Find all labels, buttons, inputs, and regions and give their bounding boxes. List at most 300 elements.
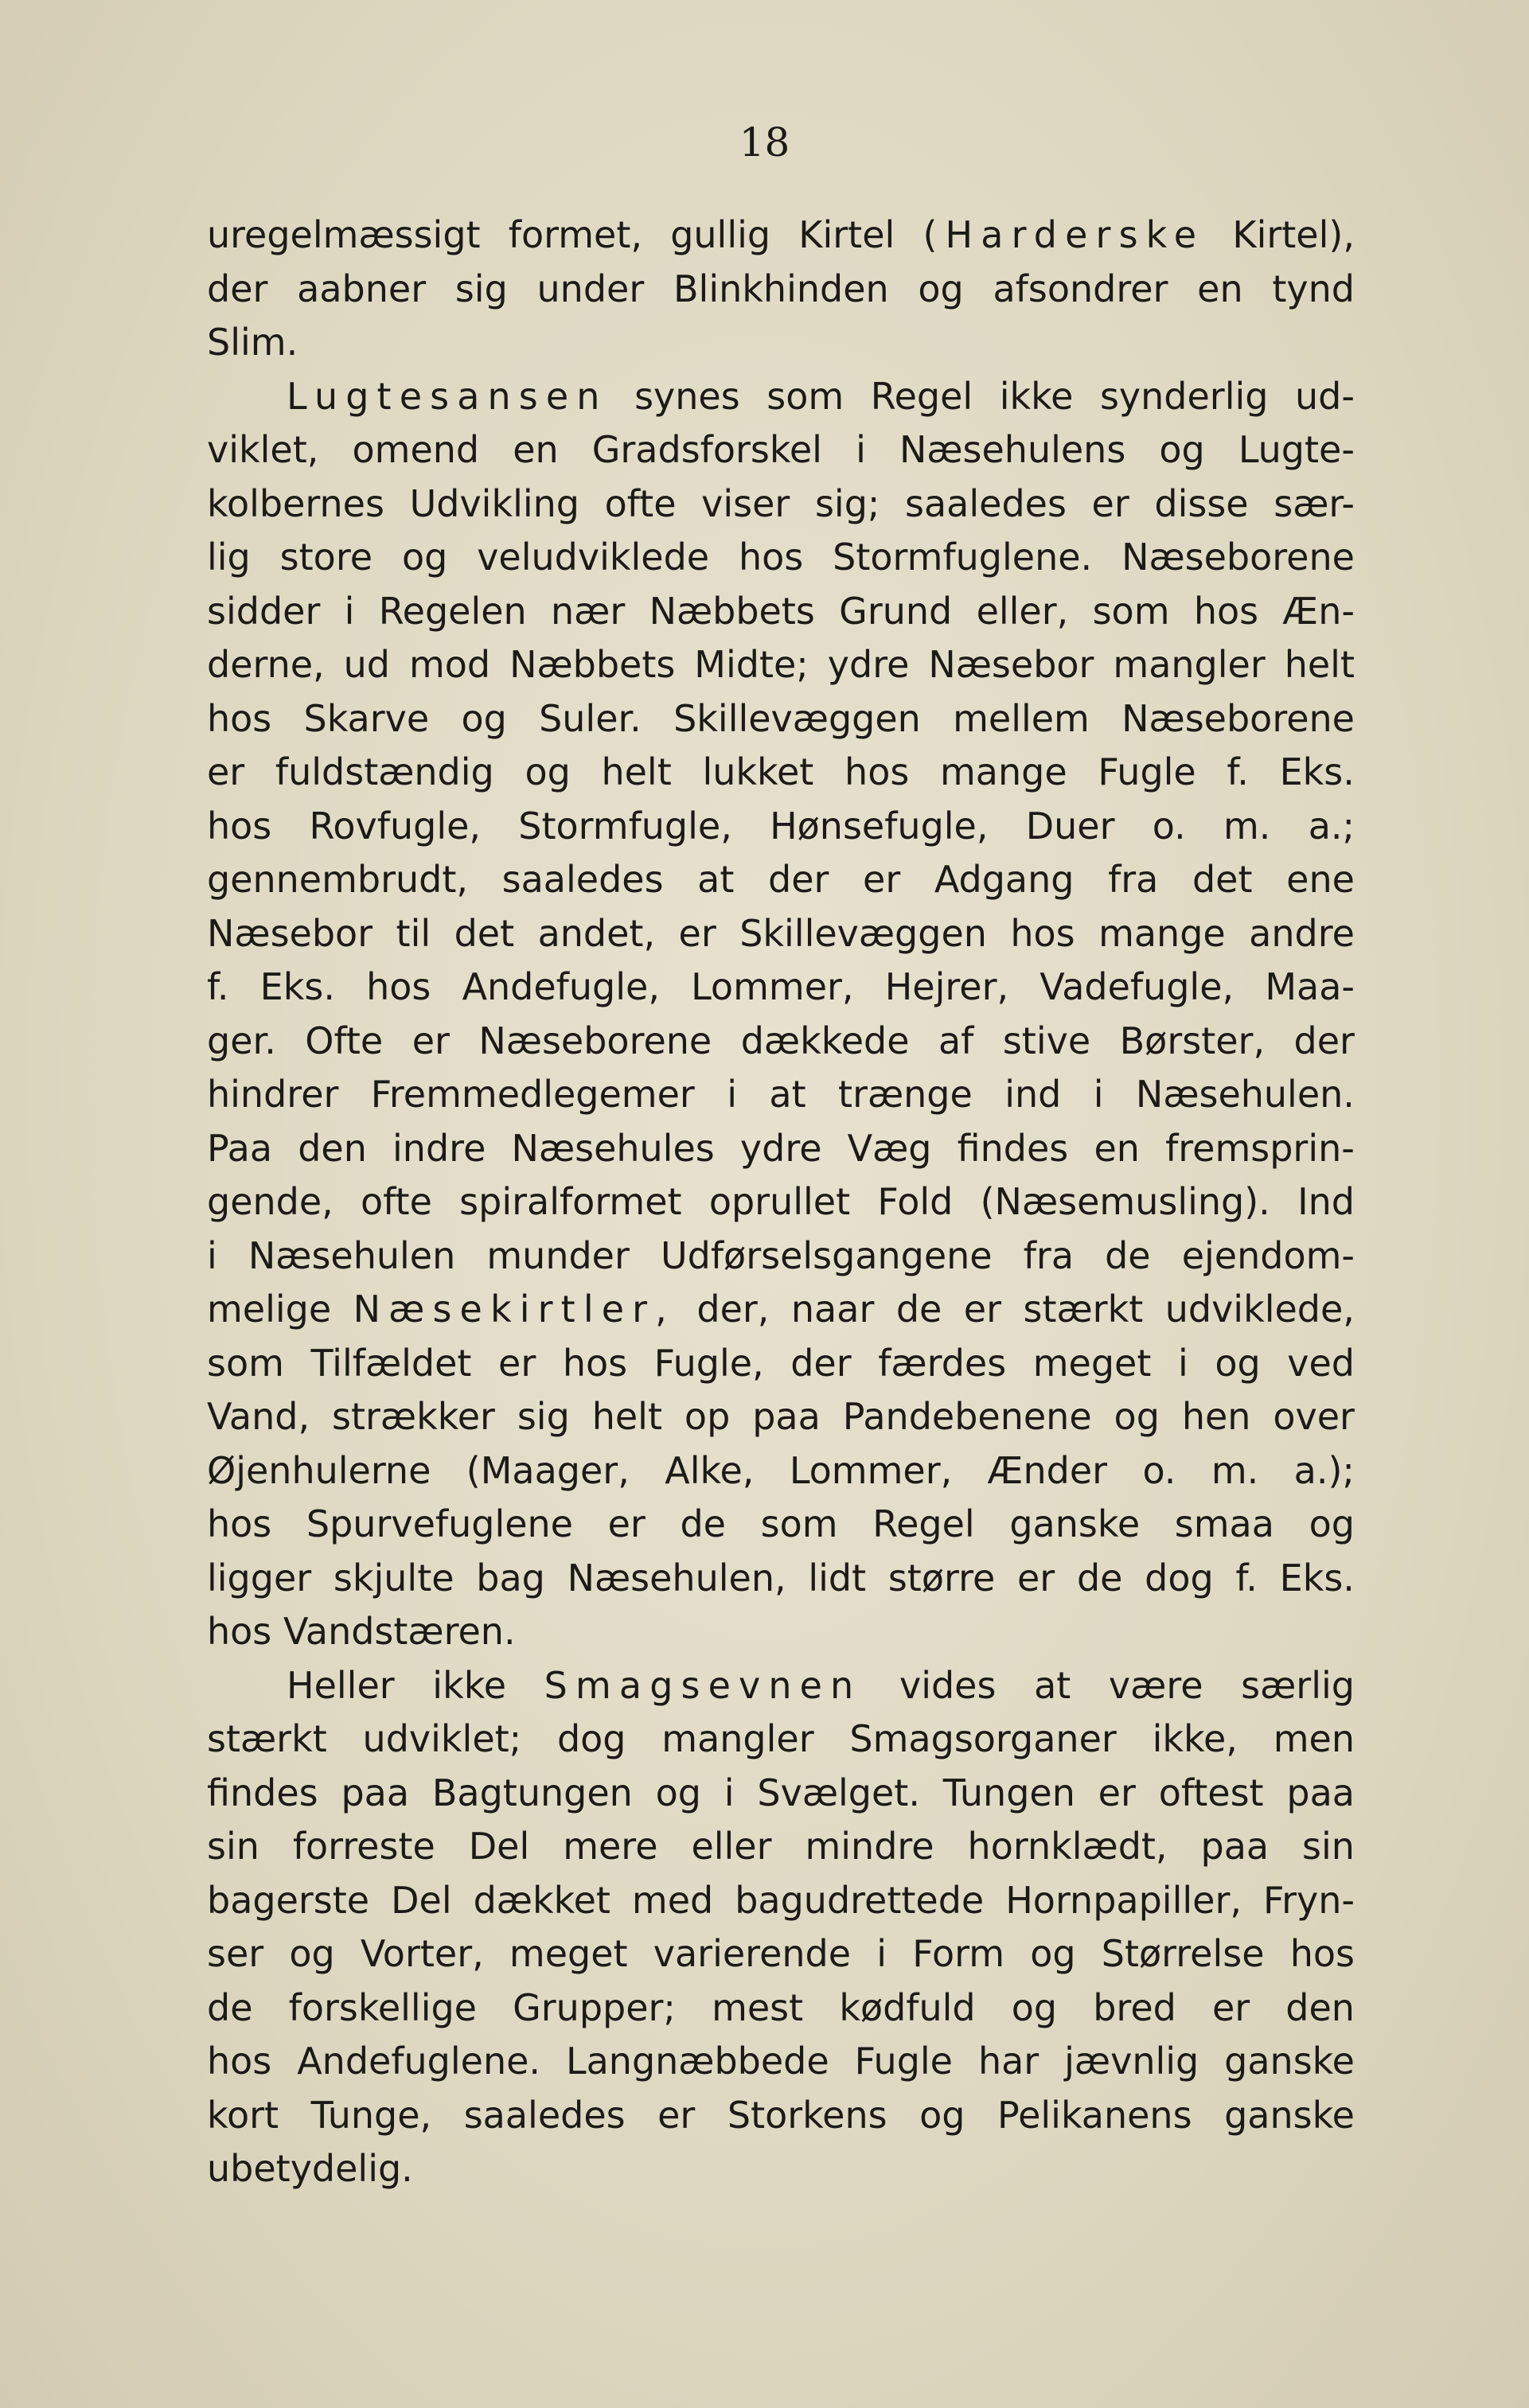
word: Ofte — [305, 1019, 384, 1062]
word: paa — [752, 1395, 821, 1438]
word: indre — [392, 1126, 486, 1170]
word: skjulte — [333, 1556, 454, 1599]
word: og — [1309, 1502, 1355, 1545]
word: Lommer, — [789, 1448, 953, 1492]
word: i — [1177, 1341, 1188, 1385]
word: f. — [1235, 1556, 1258, 1599]
word: saaledes — [905, 481, 1067, 525]
word: spiralformet — [459, 1180, 682, 1223]
word: er — [863, 858, 901, 901]
word: sig; — [814, 481, 880, 525]
word: som — [1092, 589, 1170, 633]
word: er — [1017, 1556, 1055, 1599]
word: dækkede — [740, 1019, 910, 1062]
word: udviklet; — [362, 1717, 522, 1760]
word: hos — [207, 696, 272, 740]
word: de — [1076, 1556, 1123, 1599]
word: m. — [1211, 1448, 1259, 1492]
word: der — [207, 267, 268, 310]
word: Midte; — [694, 643, 809, 686]
word: Stormfuglene. — [833, 536, 1093, 579]
text-line — [207, 907, 1355, 961]
word: og — [918, 267, 964, 310]
word: Fugle — [1098, 750, 1196, 793]
word: Æn- — [1282, 589, 1355, 633]
word: ganske — [1224, 2040, 1355, 2083]
word: hos — [1010, 911, 1075, 955]
word: uregelmæssigt — [207, 213, 481, 256]
word: fuldstændig — [275, 750, 494, 793]
word: Spurvefuglene — [306, 1502, 573, 1545]
word: formet, — [508, 213, 642, 256]
word: der — [768, 858, 829, 901]
word: tynd — [1272, 267, 1355, 310]
word: og — [1011, 1985, 1058, 2029]
word: er — [963, 1288, 1002, 1331]
body-text — [207, 208, 1355, 2196]
word: dækket — [473, 1878, 610, 1922]
word: naar — [790, 1288, 875, 1331]
word: Næbbets — [649, 589, 815, 633]
word: ofte — [361, 1180, 432, 1223]
text-line — [207, 692, 1355, 746]
word: sidder — [207, 589, 321, 633]
word: ligger — [207, 1556, 312, 1599]
text-line — [207, 1605, 1355, 1659]
word: derne, — [207, 643, 325, 686]
text-line — [207, 1767, 1355, 1821]
text-line — [207, 1659, 1355, 1713]
word: vides — [899, 1663, 997, 1707]
word: Næseborene — [478, 1019, 712, 1062]
word: Vadefugle, — [1039, 965, 1235, 1008]
word: mod — [408, 643, 491, 686]
word: meget — [509, 1932, 628, 1975]
word: andre — [1249, 911, 1355, 955]
word: Udførselsgangene — [660, 1233, 993, 1277]
word: og — [1215, 1341, 1261, 1385]
text-line — [207, 585, 1355, 639]
word: Slim. — [207, 321, 298, 364]
word: viser — [701, 481, 790, 525]
word: gullig — [670, 213, 771, 256]
word: fra — [1023, 1233, 1075, 1277]
word: er — [1098, 1771, 1136, 1814]
word: kødfuld — [839, 1985, 976, 2029]
word: og — [525, 750, 571, 793]
word: Skillevæggen — [739, 911, 987, 955]
word: Stormfugle, — [518, 804, 732, 847]
word: varierende — [653, 1932, 852, 1975]
text-line — [207, 800, 1355, 854]
word: er — [1211, 1985, 1250, 2029]
word: op — [684, 1395, 731, 1438]
text-line — [207, 1122, 1355, 1176]
word: hindrer — [207, 1073, 339, 1116]
word: færdes — [878, 1341, 1007, 1385]
text-line — [207, 638, 1355, 692]
word: Smagsorganer — [849, 1717, 1117, 1760]
word: lukket — [702, 750, 814, 793]
word: Fremmedlegemer — [370, 1073, 695, 1116]
word: sig — [454, 267, 508, 310]
word: sin — [1302, 1825, 1355, 1868]
word: Udvikling — [409, 481, 580, 525]
word: Heller — [287, 1663, 395, 1707]
word: meget — [1032, 1341, 1152, 1385]
word: en — [1094, 1126, 1140, 1170]
word: Næsekirtler, — [353, 1288, 675, 1331]
word: er — [207, 750, 245, 793]
word: ejendom- — [1181, 1233, 1355, 1277]
word: med — [631, 1878, 714, 1922]
word: kort — [207, 2093, 279, 2137]
word: der — [1293, 1019, 1355, 1062]
word: Svælget. — [757, 1771, 920, 1814]
word: trænge — [838, 1073, 973, 1116]
word: Tungen — [942, 1771, 1075, 1814]
word: ydre — [827, 643, 910, 686]
word: Suler. — [539, 696, 642, 740]
word: Lugtesansen — [287, 374, 608, 418]
word: en — [1197, 267, 1243, 310]
word: mere — [563, 1825, 658, 1868]
word: og — [1030, 1932, 1076, 1975]
word: ene — [1286, 858, 1355, 901]
text-line — [207, 1337, 1355, 1391]
word: mange — [940, 750, 1067, 793]
word: sin — [207, 1825, 259, 1868]
text-line — [207, 960, 1355, 1015]
word: Vorter, — [360, 1932, 484, 1975]
word: Rovfugle, — [309, 804, 482, 847]
word: ind — [1004, 1073, 1062, 1116]
word: Størrelse — [1101, 1932, 1265, 1975]
word: forskellige — [288, 1985, 477, 2029]
word: Grupper; — [513, 1985, 676, 2029]
word: Næsehulen, — [567, 1556, 786, 1599]
word: (Maager, — [466, 1448, 630, 1492]
word: er — [607, 1502, 646, 1545]
word: i — [207, 1233, 217, 1277]
word: helt — [591, 1395, 662, 1438]
word: der — [790, 1341, 852, 1385]
text-line — [207, 370, 1355, 424]
word: ved — [1287, 1341, 1355, 1385]
word: ud- — [1295, 374, 1355, 418]
text-line — [207, 2089, 1355, 2143]
word: er — [678, 911, 716, 955]
word: og — [655, 1771, 701, 1814]
word: ger. — [207, 1019, 276, 1062]
word: Bagtungen — [431, 1771, 633, 1814]
word: Regel — [872, 1502, 975, 1545]
word: Ind — [1297, 1180, 1355, 1223]
word: Paa — [207, 1126, 273, 1170]
word: mangler — [661, 1717, 814, 1760]
word: i — [727, 1073, 738, 1116]
word: hos — [366, 965, 431, 1008]
word: Adgang — [934, 858, 1075, 901]
word: Vandstæren. — [283, 1610, 516, 1653]
word: melige — [207, 1288, 332, 1331]
word: Tilfældet — [310, 1341, 472, 1385]
word: Fold — [877, 1180, 954, 1223]
text-line — [207, 1229, 1355, 1284]
word: Hornpapiller, — [1005, 1878, 1242, 1922]
text-line — [207, 423, 1355, 477]
word: bred — [1093, 1985, 1176, 2029]
word: stærkt — [207, 1717, 327, 1760]
word: Næsehulens — [899, 428, 1126, 471]
word: den — [1285, 1985, 1355, 2029]
word: Fryn- — [1262, 1878, 1355, 1922]
word: og — [289, 1932, 335, 1975]
word: den — [298, 1126, 367, 1170]
text-line — [207, 1498, 1355, 1552]
word: lig — [207, 536, 251, 579]
word: en — [513, 428, 559, 471]
word: som — [760, 1502, 838, 1545]
word: paa — [341, 1771, 410, 1814]
word: Ænder — [987, 1448, 1108, 1492]
text-line — [207, 531, 1355, 585]
word: sær- — [1274, 481, 1355, 525]
word: Kirtel), — [1232, 213, 1355, 256]
word: er — [412, 1019, 450, 1062]
word: Skarve — [303, 696, 430, 740]
word: og — [401, 536, 448, 579]
word: o. — [1152, 804, 1186, 847]
word: Langnæbbede — [565, 2040, 829, 2083]
word: disse — [1154, 481, 1249, 525]
word: de — [895, 1288, 942, 1331]
word: Næsehulen. — [1135, 1073, 1355, 1116]
word: gennembrudt, — [207, 858, 469, 901]
word: mest — [712, 1985, 804, 2029]
text-line — [207, 853, 1355, 907]
word: under — [536, 267, 645, 310]
text-line — [207, 1015, 1355, 1069]
word: ofte — [604, 481, 677, 525]
word: Regel — [870, 374, 973, 418]
word: afsondrer — [993, 267, 1168, 310]
word: Eks. — [259, 965, 335, 1008]
word: f. — [1227, 750, 1249, 793]
word: kolbernes — [207, 481, 384, 525]
word: Eks. — [1279, 1556, 1355, 1599]
word: som — [207, 1341, 284, 1385]
word: større — [887, 1556, 996, 1599]
word: paa — [1286, 1771, 1355, 1814]
word: at — [769, 1073, 806, 1116]
word: munder — [486, 1233, 630, 1277]
word: hen — [1181, 1395, 1251, 1438]
word: Andefugle, — [462, 965, 660, 1008]
word: Del — [391, 1878, 452, 1922]
word: hos — [844, 750, 910, 793]
word: oprullet — [708, 1180, 851, 1223]
word: synes — [634, 374, 740, 418]
word: a.); — [1293, 1448, 1355, 1492]
text-line — [207, 1068, 1355, 1122]
word: forreste — [292, 1825, 435, 1868]
word: (Næsemusling). — [980, 1180, 1270, 1223]
word: Vand, — [207, 1395, 310, 1438]
word: men — [1273, 1717, 1355, 1760]
word: er — [1091, 481, 1129, 525]
text-line — [207, 1712, 1355, 1767]
word: andet, — [537, 911, 656, 955]
word: i — [724, 1771, 735, 1814]
word: Kirtel — [798, 213, 895, 256]
word: paa — [1200, 1825, 1270, 1868]
word: er — [498, 1341, 536, 1385]
word: Pelikanens — [997, 2093, 1192, 2137]
word: Tunge, — [310, 2093, 432, 2137]
word: og — [461, 696, 507, 740]
word: Pandebenene — [842, 1395, 1092, 1438]
word: ubetydelig. — [207, 2147, 413, 2190]
word: Hejrer, — [884, 965, 1009, 1008]
word: strækker — [331, 1395, 495, 1438]
word: Storkens — [727, 2093, 887, 2137]
text-line — [207, 1981, 1355, 2036]
word: der, — [696, 1288, 770, 1331]
word: sig — [517, 1395, 570, 1438]
word: og — [1159, 428, 1205, 471]
word: bagudrettede — [735, 1878, 985, 1922]
word: bag — [476, 1556, 545, 1599]
word: Næbbets — [509, 643, 676, 686]
word: Fugle — [854, 2040, 953, 2083]
word: hos — [207, 1610, 272, 1653]
text-line — [207, 1927, 1355, 1981]
word: helt — [1284, 643, 1355, 686]
word: Næsehules — [511, 1126, 715, 1170]
word: udviklede, — [1164, 1288, 1355, 1331]
word: Smagsevnen — [544, 1663, 862, 1707]
word: mangler — [1113, 643, 1266, 686]
word: Næseborene — [1121, 536, 1355, 579]
text-line — [207, 1820, 1355, 1874]
text-line — [207, 208, 1355, 263]
word: Næsebor — [928, 643, 1094, 686]
word: og — [919, 2093, 965, 2137]
word: m. — [1223, 804, 1271, 847]
word: de — [1105, 1233, 1151, 1277]
text-line — [207, 316, 1355, 370]
word: særlig — [1241, 1663, 1355, 1707]
word: i — [344, 589, 355, 633]
text-line — [207, 1874, 1355, 1928]
word: Lugte- — [1238, 428, 1355, 471]
word: gende, — [207, 1180, 333, 1223]
word: Duer — [1025, 804, 1115, 847]
word: Næseborene — [1121, 696, 1355, 740]
word: findes — [957, 1126, 1069, 1170]
text-line — [207, 1444, 1355, 1498]
word: Børster, — [1119, 1019, 1266, 1062]
word: mange — [1098, 911, 1226, 955]
word: det — [454, 911, 515, 955]
text-line — [207, 2035, 1355, 2089]
text-line — [207, 1390, 1355, 1444]
word: viklet, — [207, 428, 319, 471]
word: omend — [352, 428, 480, 471]
word: fremsprin- — [1165, 1126, 1355, 1170]
word: Hønsefugle, — [770, 804, 989, 847]
word: bagerste — [207, 1878, 370, 1922]
word: synderlig — [1099, 374, 1269, 418]
word: fra — [1108, 858, 1159, 901]
word: saaledes — [463, 2093, 626, 2137]
text-line — [207, 746, 1355, 800]
word: har — [977, 2040, 1039, 2083]
word: eller — [691, 1825, 772, 1868]
word: som — [766, 374, 844, 418]
word: Form — [912, 1932, 1005, 1975]
word: Øjenhulerne — [207, 1448, 431, 1492]
word: ser — [207, 1932, 264, 1975]
word: er — [657, 2093, 696, 2137]
word: Del — [468, 1825, 530, 1868]
word: mellem — [953, 696, 1090, 740]
word: hos — [738, 536, 804, 579]
word: Lommer, — [691, 965, 854, 1008]
word: og — [1114, 1395, 1160, 1438]
word: Andefuglene. — [297, 2040, 541, 2083]
word: ganske — [1009, 1502, 1141, 1545]
word: (Harderske — [922, 213, 1205, 256]
word: ganske — [1224, 2093, 1355, 2137]
word: at — [697, 858, 735, 901]
word: aabner — [297, 267, 427, 310]
word: smaa — [1174, 1502, 1274, 1545]
word: ikke — [999, 374, 1074, 418]
text-line — [207, 1175, 1355, 1229]
text-line — [207, 263, 1355, 317]
text-line — [207, 2142, 1355, 2196]
word: til — [396, 911, 431, 955]
word: nær — [551, 589, 626, 633]
word: lidt — [808, 1556, 867, 1599]
word: helt — [601, 750, 672, 793]
word: i — [876, 1932, 887, 1975]
word: dog — [1145, 1556, 1214, 1599]
word: Eks. — [1279, 750, 1355, 793]
word: o. — [1142, 1448, 1176, 1492]
word: Maa- — [1265, 965, 1355, 1008]
word: Næsehulen — [248, 1233, 456, 1277]
text-line — [207, 1552, 1355, 1606]
word: stive — [1002, 1019, 1091, 1062]
word: oftest — [1158, 1771, 1264, 1814]
word: hos — [1289, 1932, 1355, 1975]
word: dog — [556, 1717, 626, 1760]
word: ikke, — [1152, 1717, 1238, 1760]
word: være — [1108, 1663, 1203, 1707]
word: veludviklede — [477, 536, 710, 579]
word: Skillevæggen — [673, 696, 921, 740]
word: Gradsforskel — [591, 428, 822, 471]
word: at — [1034, 1663, 1071, 1707]
word: Grund — [839, 589, 953, 633]
word: Regelen — [378, 589, 527, 633]
word: hos — [562, 1341, 628, 1385]
word: hos — [207, 804, 272, 847]
text-line — [207, 477, 1355, 532]
